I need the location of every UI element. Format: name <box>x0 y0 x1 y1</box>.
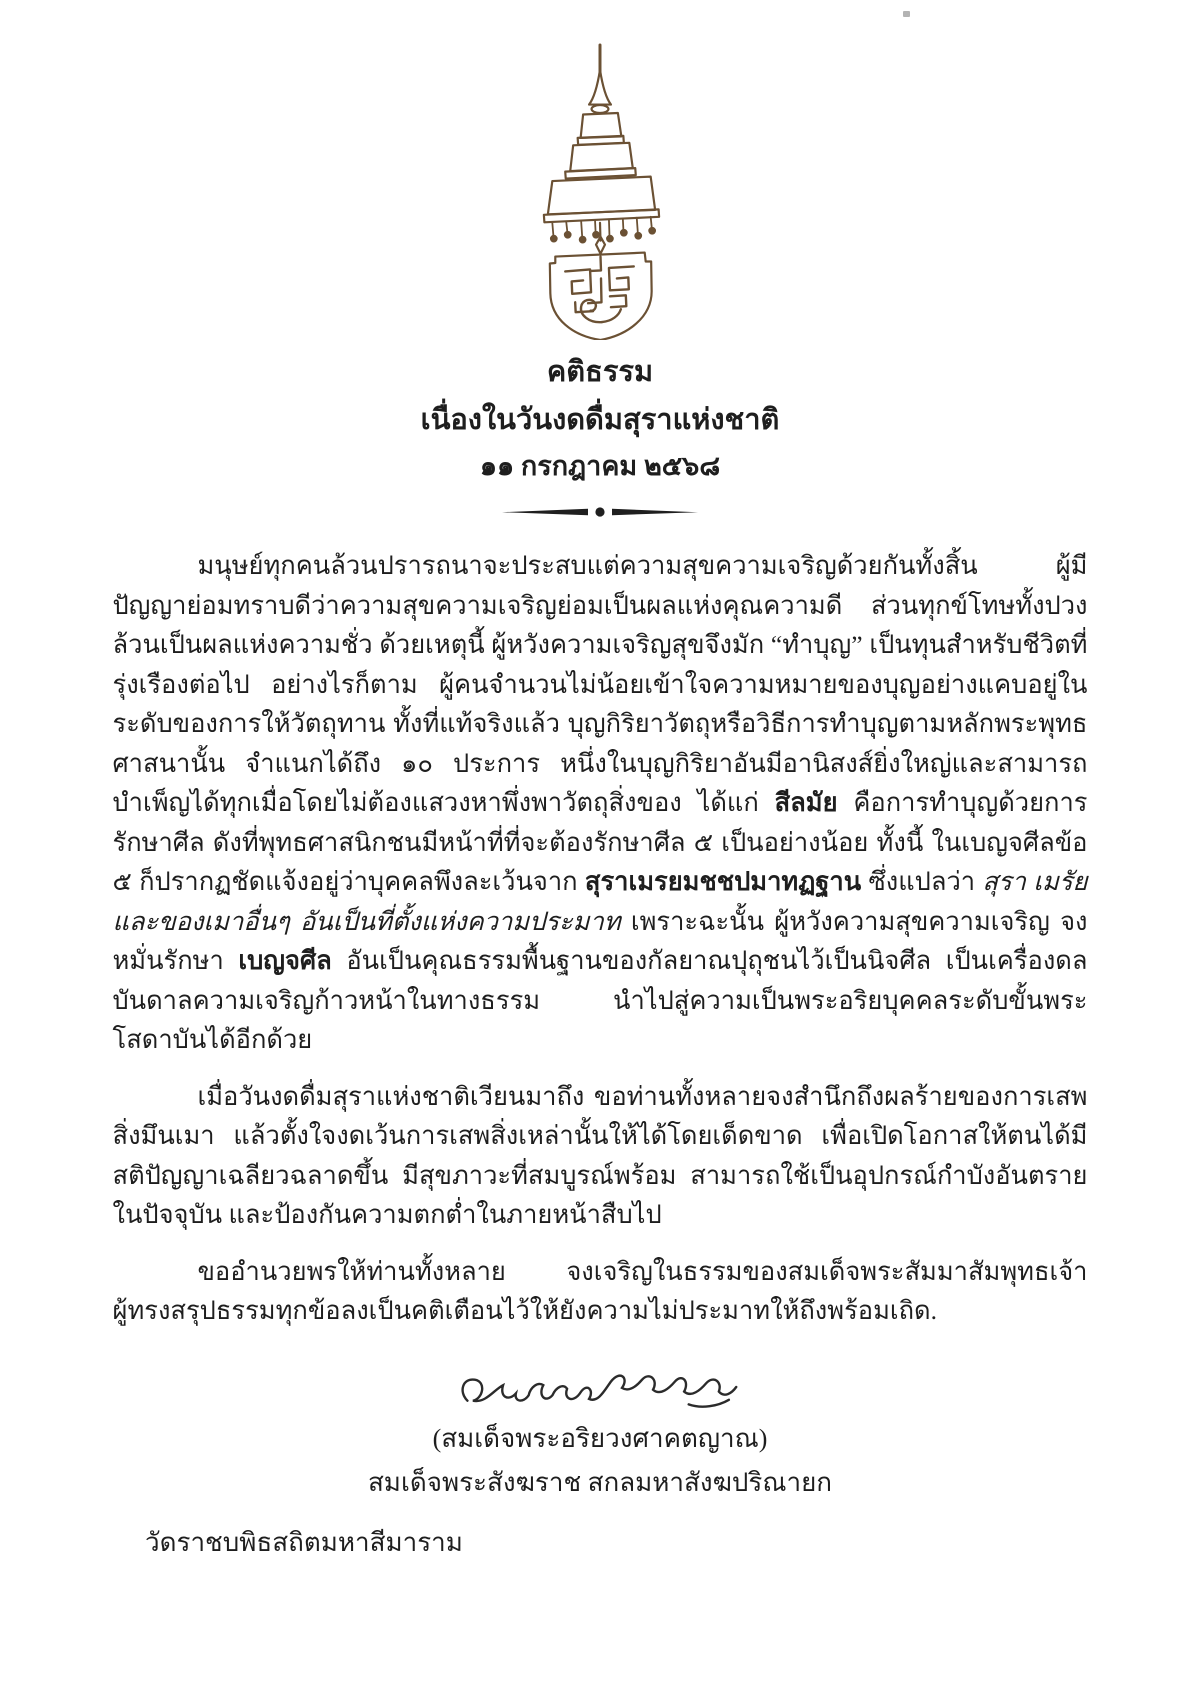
signatory-name: (สมเด็จพระอริยวงศาคตญาณ) <box>432 1423 768 1453</box>
signatory-title: สมเด็จพระสังฆราช สกลมหาสังฆปริณายก <box>367 1468 833 1498</box>
supreme-patriarch-emblem-icon <box>505 42 695 340</box>
paragraph-3 <box>113 1252 1088 1331</box>
scan-artifact-dot <box>903 11 910 17</box>
document-header <box>0 354 1200 484</box>
temple-name: วัดราชบพิธสถิตมหาสีมาราม <box>145 1528 463 1557</box>
paragraph-2 <box>113 1077 1088 1235</box>
divider-container <box>0 504 1200 520</box>
text-segment: สุราเมรยมชชปมาทฏฐาน <box>584 867 862 897</box>
paragraph-1 <box>113 546 1088 1060</box>
text-segment: อันเป็นคุณธรรมพื้นฐานของกัลยาณปุถุชนไว้เป็นนิจศีล เป็นเครื่องดลบันดาลความเจริญก้าวหน้าในทางธรรม นำไปสู่ความเป็นพระอริยบุคคลระดับขั้นพระโสดาบันได้อีกด้วย <box>112 946 1088 1055</box>
page-title: คติธรรม <box>546 356 654 388</box>
text-segment: เบญจศีล <box>238 946 332 976</box>
text-segment: ซึ่งแปลว่า <box>861 867 983 897</box>
text-segment: เมื่อวันงดดื่มสุราแห่งชาติเวียนมาถึง ขอท่านทั้งหลายจงสำนึกถึงผลร้ายของการเสพสิ่งมึนเมา แล้วตั้งใจงดเว้นการเสพสิ่งเหล่านั้นให้ได้โดยเด็ดขาด เพื่อเปิดโอกาสให้ตนได้มีสติปัญญาเฉลียวฉลาดขึ้น มีสุขภาวะที่สมบูรณ์พร้อม สามารถใช้เป็นอุปกรณ์กำบังอันตรายในปัจจุบัน และป้องกันความตกต่ำในภายหน้าสืบไป <box>112 1081 1088 1230</box>
text-segment: เพราะฉะนั้น ผู้หวังความสุขความเจริญ จงหมั่นรักษา <box>112 906 1088 976</box>
handwritten-signature <box>435 1355 765 1419</box>
text-segment: ขออำนวยพรให้ท่านทั้งหลาย จงเจริญในธรรมของสมเด็จพระสัมมาสัมพุทธเจ้า ผู้ทรงสรุปธรรมทุกข้อลงเป็นคติเตือนไว้ให้ยังความไม่ประมาทให้ถึงพร้อมเถิด. <box>112 1256 1088 1326</box>
text-segment: มนุษย์ทุกคนล้วนปรารถนาจะประสบแต่ความสุขความเจริญด้วยกันทั้งสิ้น ผู้มีปัญญาย่อมทราบดีว่าความสุขความเจริญย่อมเป็นผลแห่งคุณความดี ส่วนทุกข์โทษทั้งปวงล้วนเป็นผลแห่งความชั่ว ด้วยเหตุนี้ ผู้หวังความเจริญสุขจึงมัก “ทำบุญ” เป็นทุนสำหรับชีวิตที่รุ่งเรืองต่อไป อย่างไรก็ตาม ผู้คนจำนวนไม่น้อยเข้าใจความหมายของบุญอย่างแคบอยู่ในระดับของการให้วัตถุทาน ทั้งที่แท้จริงแล้ว บุญกิริยาวัตถุหรือวิธีการทำบุญตามหลักพระพุทธศาสนานั้น จำแนกได้ถึง ๑๐ ประการ หนึ่งในบุญกิริยาอันมีอานิสงส์ยิ่งใหญ่และสามารถบำเพ็ญได้ทุกเมื่อโดยไม่ต้องแสวงหาพึ่งพาวัตถุสิ่งของ ได้แก่ <box>112 551 1088 818</box>
text-segment: สุรา เมรัย และของเมาอื่นๆ อันเป็นที่ตั้งแห่งความประมาท <box>112 867 1088 936</box>
emblem-container <box>0 0 1200 340</box>
text-segment: คือการทำบุญด้วยการรักษาศีล ดังที่พุทธศาสนิกชนมีหน้าที่ที่จะต้องรักษาศีล ๕ เป็นอย่างน้อย ทั้งนี้ ในเบญจศีลข้อ ๕ ก็ปรากฏชัดแจ้งอยู่ว่าบุคคลพึงละเว้นจาก <box>112 788 1088 897</box>
text-segment: สีลมัย <box>774 788 838 818</box>
divider-ornament <box>500 504 700 520</box>
signature-block <box>0 1355 1200 1502</box>
document-body <box>113 546 1088 1331</box>
page-subtitle: เนื่องในวันงดดื่มสุราแห่งชาติ <box>420 403 780 436</box>
document-date: ๑๑ กรกฎาคม ๒๕๖๘ <box>479 451 721 482</box>
